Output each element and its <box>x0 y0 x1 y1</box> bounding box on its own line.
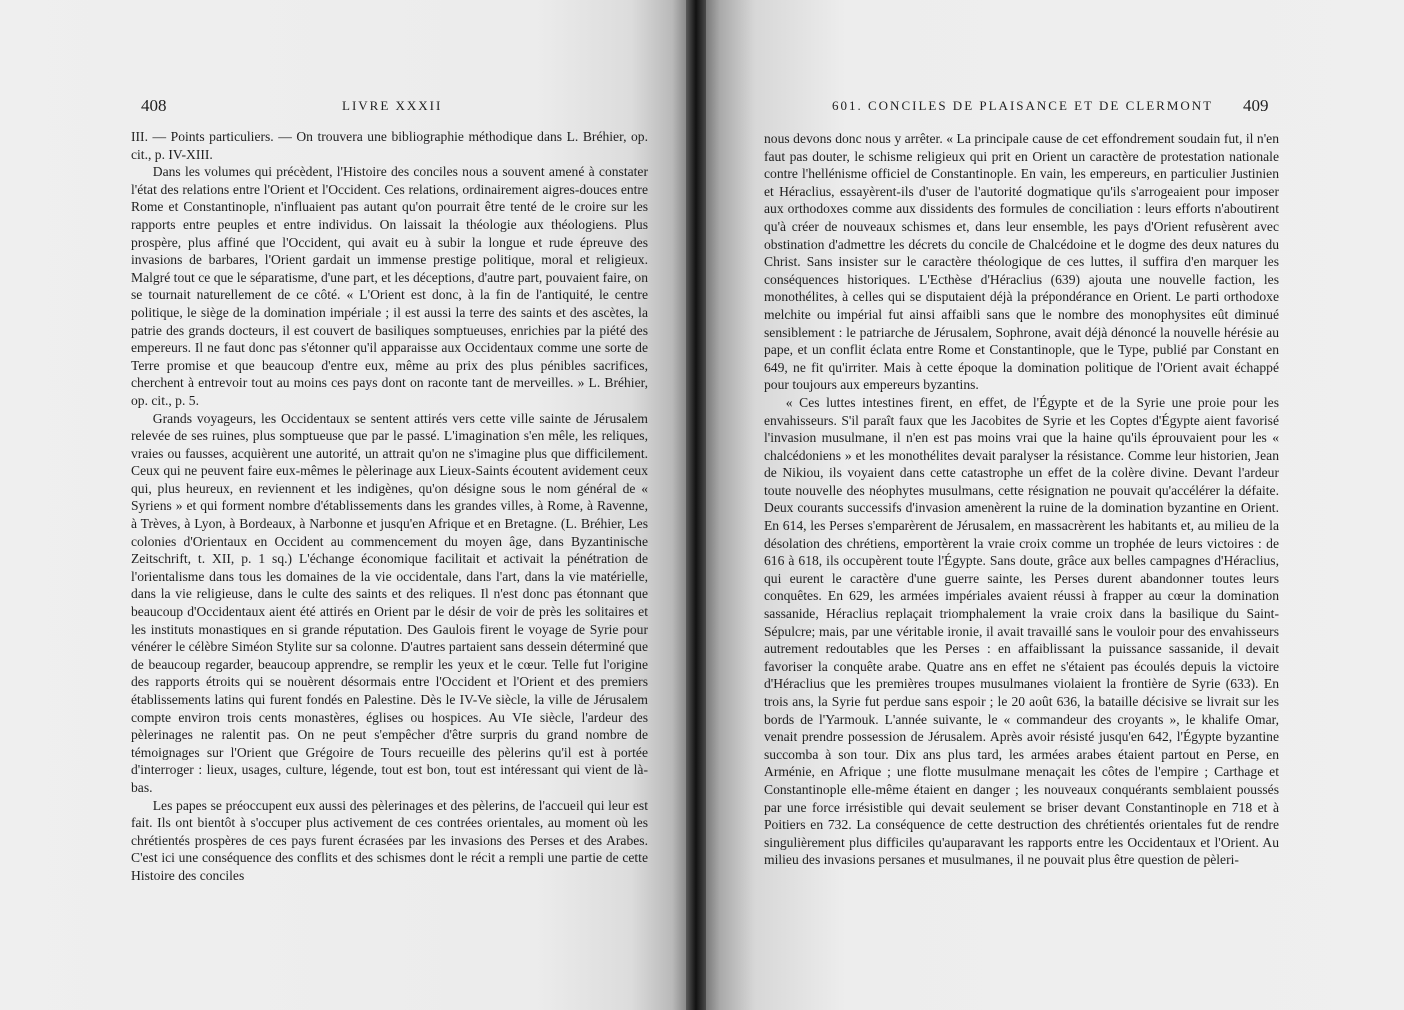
page-number: 409 <box>1243 96 1269 115</box>
left-page <box>0 0 686 1010</box>
paragraph: Dans les volumes qui précèdent, l'Histoire des conciles nous a souvent amené à constater l'état des relations entre l'Orient et l'Occident. Ces relations, ordinairement aigres-douces entre Rome et Constantinople, n'influaient pas autant qu'on pourrait être tenté de le croire sur les rapports entre peuples et entre individus. On laissait la théologie aux théologiens. Plus prospère, plus affiné que l'Occident, qui avait eu à subir la longue et rude épreuve des invasions de barbares, l'Orient gardait un immense prestige politique, moral et religieux. Malgré tout ce que le séparatisme, d'une part, et les déceptions, d'autre part, pouvaient faire, on se tournait naturellement de ce côté. « L'Orient est donc, à la fin de l'antiquité, le centre politique, le siège de la domination impériale ; il est aussi la terre des saints et des ascètes, la patrie des grands docteurs, il est couvert de basiliques somptueuses, enrichies par la piété des empereurs. Il ne faut donc pas s'étonner qu'il apparaisse aux Occidentaux comme une sorte de Terre promise et que beaucoup d'entre eux, même au prix des plus pénibles sacrifices, cherchent à entrevoir tout au moins ces pays dont on raconte tant de merveilles. » L. Bréhier, op. cit., p. 5. <box>131 164 648 408</box>
paragraph: « Ces luttes intestines firent, en effet, de l'Égypte et de la Syrie une proie pour les envahisseurs. S'il paraît faux que les Jacobites de Syrie et les Coptes d'Égypte aient favorisé l'invasion musulmane, il n'en est pas moins vrai que la haine qu'ils éprouvaient pour les « chalcédoniens » et les monothélites devait paralyser la résistance. Comme leur historien, Jean de Nikiou, ils voyaient dans cette catastrophe un effet de la colère divine. Devant l'ardeur toute nouvelle des néophytes musulmans, cette résignation ne pouvait qu'accélérer la défaite. Deux courants successifs d'invasion amenèrent la ruine de la domination byzantine en Orient. En 614, les Perses s'emparèrent de Jérusalem, en massacrèrent les habitants et, au milieu de la désolation des chrétiens, emportèrent la vraie croix comme un trophée de leurs victoires : de 616 à 618, ils occupèrent toute l'Égypte. Sans doute, grâce aux belles campagnes d'Héraclius, qui eurent le caractère d'une guerre sainte, les Perses durent abandonner toutes leurs conquêtes. En 629, les armées impériales avaient réussi à frapper au cœur la domination sassanide, Héraclius replaçait triomphalement la vraie croix dans la basilique du Saint-Sépulcre; mais, par une véritable ironie, il avait travaillé sans le vouloir pour des envahisseurs autrement redoutables que les Perses : en affaiblissant la puissance sassanide, il devait favoriser la conquête arabe. Quatre ans en effet ne s'étaient pas écoulés depuis la victoire d'Héraclius que les premières troupes musulmanes violaient la frontière de Syrie (633). En trois ans, la Syrie fut perdue sans espoir ; le 20 août 636, la bataille décisive se livrait sur les bords de l'Yarmouk. L'année suivante, le « commandeur des croyants », le khalife Omar, venait prendre possession de Jérusalem. Après avoir résisté jusqu'en 642, l'Égypte byzantine succomba à son tour. Dix ans plus tard, les armées arabes étaient partout en Perse, en Arménie, en Afrique ; une flotte musulmane menaçait les côtes de l'empire ; Carthage et Constantinople elle-même étaient en danger ; les nouveaux conquérants semblaient poussés par une force irrésistible qui devait seulement se briser devant Constantinople en 718 et à Poitiers en 732. La conséquence de cette destruction des chrétientés orientales fut de rendre singulièrement plus difficiles qu'auparavant les rapports entre les Occidentaux et l'Orient. Au milieu des invasions persanes et musulmanes, il ne pouvait plus être question de pèleri- <box>764 394 1279 868</box>
book-gutter <box>686 0 706 1010</box>
running-head: 601. CONCILES DE PLAISANCE ET DE CLERMONT <box>832 98 1214 113</box>
paragraph: Les papes se préoccupent eux aussi des pèlerinages et des pèlerins, de l'accueil qui leur est fait. Ils ont bientôt à s'occuper plus activement de ces contrées orientales, au moment où les chrétientés prospères de ces pays furent écrasées par les invasions des Perses et des Arabes. C'est ici une conséquence des conflits et des schismes dont le récit a rempli une partie de cette Histoire des conciles <box>131 797 648 883</box>
paragraph: Grands voyageurs, les Occidentaux se sentent attirés vers cette ville sainte de Jérusalem relevée de ses ruines, plus somptueuse que par le passé. L'imagination s'en mêle, les reliques, vraies ou fausses, acquièrent une autorité, un attrait qu'on ne s'imagine plus que difficilement. Ceux qui ne peuvent faire eux-mêmes le pèlerinage aux Lieux-Saints écoutent avidement ceux qui, plus heureux, en reviennent et les indigènes, qu'on désigne sous le nom général de « Syriens » et qui forment nombre d'établissements dans les grandes villes, à Rome, à Ravenne, à Trèves, à Lyon, à Bordeaux, à Narbonne et jusqu'en Afrique et en Bretagne. (L. Bréhier, Les colonies d'Orientaux en Occident au commencement du moyen âge, dans Byzantinische Zeitschrift, t. XII, p. 1 sq.) L'échange économique facilitait et activait la pénétration de l'orientalisme dans tous les domaines de la vie occidentale, dans l'art, dans la vie matérielle, dans la vie religieuse, dans le culte des saints et des reliques. Il n'est donc pas étonnant que beaucoup d'Occidentaux aient été attirés en Orient par le désir de voir de près les solitaires et les instituts monastiques en si grande réputation. Des Gaulois firent le voyage de Syrie pour vénérer le célèbre Siméon Stylite sur sa colonne. D'autres partaient sans dessein déterminé que de beaucoup regarder, beaucoup apprendre, se remplir les yeux et le cœur. Telle fut l'origine des rapports étroits qui se nouèrent désormais entre l'Occident et l'Orient et des premiers établissements latins qui furent fondés en Palestine. Dès le IV-Ve siècle, la ville de Jérusalem compte environ trois cents monastères, églises ou hospices. Au VIe siècle, l'ardeur des pèlerinages ne ralentit pas. On ne peut s'empêcher d'être surpris du grand nombre de témoignages sur l'Orient que Grégoire de Tours recueille des pèlerins qu'il est à portée d'interroger : lieux, usages, culture, légende, tout est bon, tout est intéressant qui vient de là-bas. <box>131 410 648 795</box>
left-page-text <box>131 128 648 885</box>
paragraph: nous devons donc nous y arrêter. « La principale cause de cet effondrement soudain fut, il n'en faut pas douter, le schisme religieux qui prit en Orient un caractère de protestation nationale contre l'hellénisme officiel de Constantinople. En vain, les empereurs, en particulier Justinien et Héraclius, essayèrent-ils d'user de l'autorité dogmatique qu'ils s'arrogeaient pour imposer aux orthodoxes comme aux dissidents des formules de conciliation : leurs efforts n'aboutirent qu'à créer de nouveaux schismes et, dans leur ensemble, les pays d'Orient refusèrent avec obstination d'admettre les décrets du concile de Chalcédoine et le dogme des deux natures du Christ. Sans insister sur le caractère théologique de ces luttes, il suffira d'en marquer les conséquences historiques. L'Ecthèse d'Héraclius (639) ajouta une nouvelle faction, les monothélites, à celles qui se disputaient déjà la prépondérance en Orient. Le parti orthodoxe melchite ou impérial fut ainsi affaibli sans que le nombre des monophysites eût diminué sensiblement : le patriarche de Jérusalem, Sophrone, avait déjà dénoncé la nouvelle hérésie au pape, et un conflit éclata entre Rome et Constantinople, que le Type, publié par Constant en 649, ne fit qu'irriter. Mais à cette époque la domination politique de l'Orient avait échappé pour toujours aux empereurs byzantins. <box>764 131 1279 393</box>
paragraph: III. — Points particuliers. — On trouvera une bibliographie méthodique dans L. Bréhier, op. cit., p. IV-XIII. <box>131 129 648 162</box>
page-number: 408 <box>141 96 167 115</box>
right-page-text <box>764 130 1279 869</box>
right-page <box>706 0 1404 1010</box>
running-head: LIVRE XXXII <box>342 98 443 113</box>
